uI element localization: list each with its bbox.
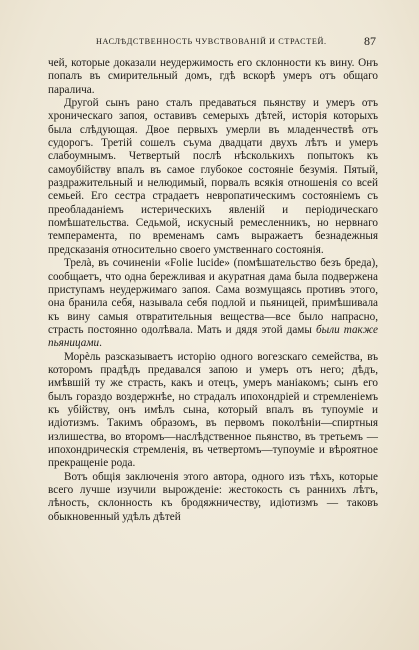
running-header xyxy=(48,34,376,52)
page-number: 87 xyxy=(364,34,376,48)
paragraph-3-text: Трелà, въ сочиненіи «Folie lucide» (помѣшательство безъ бреда), сообщаетъ, что одна бережливая и акуратная дама была подвержена приступамъ неудержимаго запоя. Сама возмущаясь противъ этого, она бранила себя, называла себя подлой и пьяницей, примѣшивала къ вину самыя отвратительныя вещества—все было напрасно, страсть постоянно одолѣвала. Мать и дядя этой дамы xyxy=(48,257,378,336)
paragraph-3 xyxy=(48,257,378,350)
paragraph-4: Морèль разсказываетъ исторію одного вогезскаго семейства, въ которомъ прадѣдъ предавался запою и умеръ отъ него; дѣдъ, имѣвшій ту же страсть, какъ и отецъ, умеръ маніакомъ; сынъ его былъ гораздо воздержнѣе, но страдалъ ипохондріей и стремленіемъ къ убійству, онъ имѣлъ сына, который впалъ въ тупоуміе и идіотизмъ. Такимъ образомъ, въ первомъ поколѣніи—спиртныя излишества, во второмъ—наслѣдственное пьянство, въ третьемъ — ипохондрическія стремленія, въ четвертомъ—тупоуміе и вѣроятное прекращеніе рода. xyxy=(48,350,378,470)
paragraph-1: чей, которые доказали неудержимость его склонности къ вину. Онъ попалъ въ смирительный домъ, гдѣ вскорѣ умеръ отъ общаго паралича. xyxy=(48,57,378,96)
running-title: НАСЛѢДСТВЕННОСТЬ ЧУВСТВОВАНІЙ И СТРАСТЕЙ. xyxy=(96,37,327,46)
paragraph-5: Вотъ общія заключенія этого автора, одного изъ тѣхъ, которые всего лучше изучили вырожденіе: жестокость съ раннихъ лѣтъ, лѣность, склонность къ бродяжничеству, идіотизмъ — таковъ обыкновенный удѣлъ дѣтей xyxy=(48,470,378,523)
paragraph-2: Другой сынъ рано сталъ предаваться пьянству и умеръ отъ хроническаго запоя, оставивъ семерыхъ дѣтей, исторія которыхъ была слѣдующая. Двое первыхъ умерли въ младенчествѣ отъ судорогъ. Третій сошелъ съума двадцати двухъ лѣтъ и умеръ слабоумнымъ. Четвертый послѣ нѣсколькихъ попытокъ къ самоубійству впалъ въ самое глубокое состояніе безумія. Пятый, раздражительный и нелюдимый, порвалъ всякія отношенія со всей семьей. Его сестра страдаетъ невропатическимъ состояніемъ съ преобладаніемъ истерическихъ явленій и періодическаго помѣшательства. Седьмой, искусный ремесленникъ, но нервнаго темперамента, по временамъ самъ выражаетъ безнадежныя предсказанія относительно своего умственнаго состоянія. xyxy=(48,97,378,256)
page-body xyxy=(48,57,378,524)
paragraph-3-italic: были также пьяницами xyxy=(48,323,378,350)
paragraph-3-end: . xyxy=(99,337,102,350)
